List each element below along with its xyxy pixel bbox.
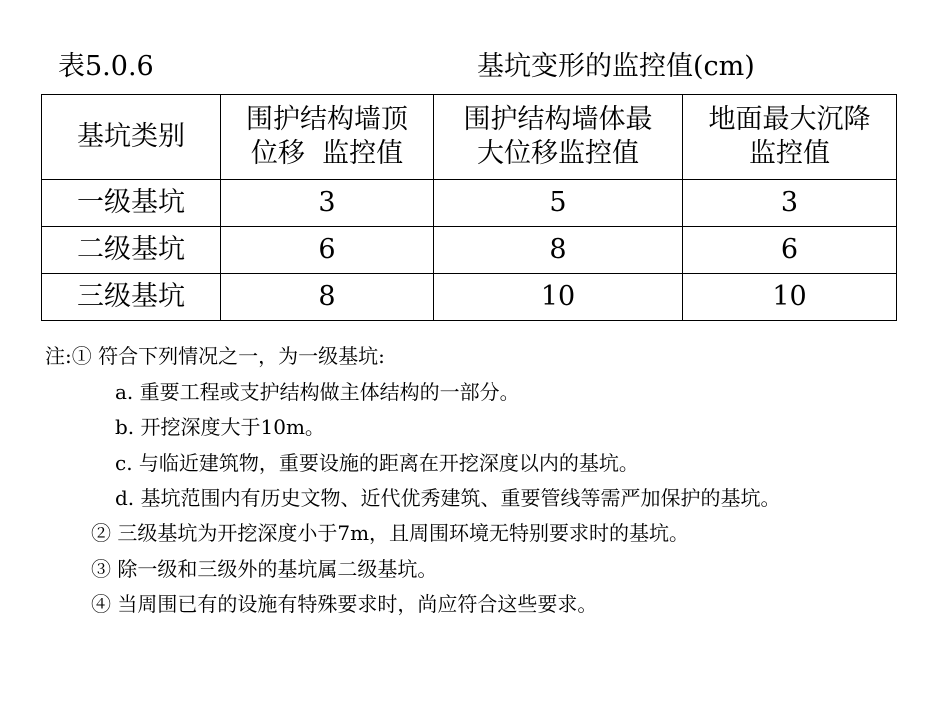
note-1c: c. 与临近建筑物，重要设施的距离在开挖深度以内的基坑。 (115, 451, 639, 475)
table-cell: 二级基坑 (42, 227, 221, 274)
table-cell: 6 (683, 227, 897, 274)
table-body (42, 180, 897, 321)
table-cell: 8 (434, 227, 683, 274)
table-cell: 10 (683, 274, 897, 321)
header-text: 位移 监控值 (250, 138, 404, 169)
note-1a: a. 重要工程或支护结构做主体结构的一部分。 (115, 380, 520, 404)
table-row (42, 227, 897, 274)
table-cell: 3 (683, 180, 897, 227)
table-row (42, 180, 897, 227)
note-2: ② 三级基坑为开挖深度小于7m，且周围环境无特别要求时的基坑。 (91, 521, 690, 545)
table-header (42, 95, 897, 180)
table-cell: 8 (221, 274, 434, 321)
header-row (42, 95, 897, 180)
column-header-wall-max-displacement (434, 95, 683, 180)
monitoring-values-table (41, 94, 897, 321)
table-cell: 一级基坑 (42, 180, 221, 227)
table-cell: 5 (434, 180, 683, 227)
table-row (42, 274, 897, 321)
note-1d: d. 基坑范围内有历史文物、近代优秀建筑、重要管线等需严加保护的基坑。 (115, 486, 781, 510)
header-text: 围护结构墙体最 (463, 104, 653, 135)
column-header-category (42, 95, 221, 180)
table-title: 基坑变形的监控值(cm) (477, 51, 755, 82)
table-number: 表5.0.6 (58, 51, 154, 82)
note-3: ③ 除一级和三级外的基坑属二级基坑。 (91, 557, 438, 581)
header-text: 大位移监控值 (477, 138, 639, 169)
note-4: ④ 当周围已有的设施有特殊要求时，尚应符合这些要求。 (91, 592, 598, 616)
table-cell: 6 (221, 227, 434, 274)
table-cell: 3 (221, 180, 434, 227)
header-text: 监控值 (749, 138, 830, 169)
column-header-ground-settlement (683, 95, 897, 180)
header-text: 地面最大沉降 (708, 104, 871, 135)
table-cell: 三级基坑 (42, 274, 221, 321)
header-text: 围护结构墙顶 (246, 104, 408, 135)
header-text: 基坑类别 (77, 121, 185, 152)
note-1b: b. 开挖深度大于10m。 (115, 415, 325, 439)
column-header-wall-top-displacement (221, 95, 434, 180)
table-cell: 10 (434, 274, 683, 321)
note-1: 注:① 符合下列情况之一，为一级基坑: (45, 344, 385, 368)
